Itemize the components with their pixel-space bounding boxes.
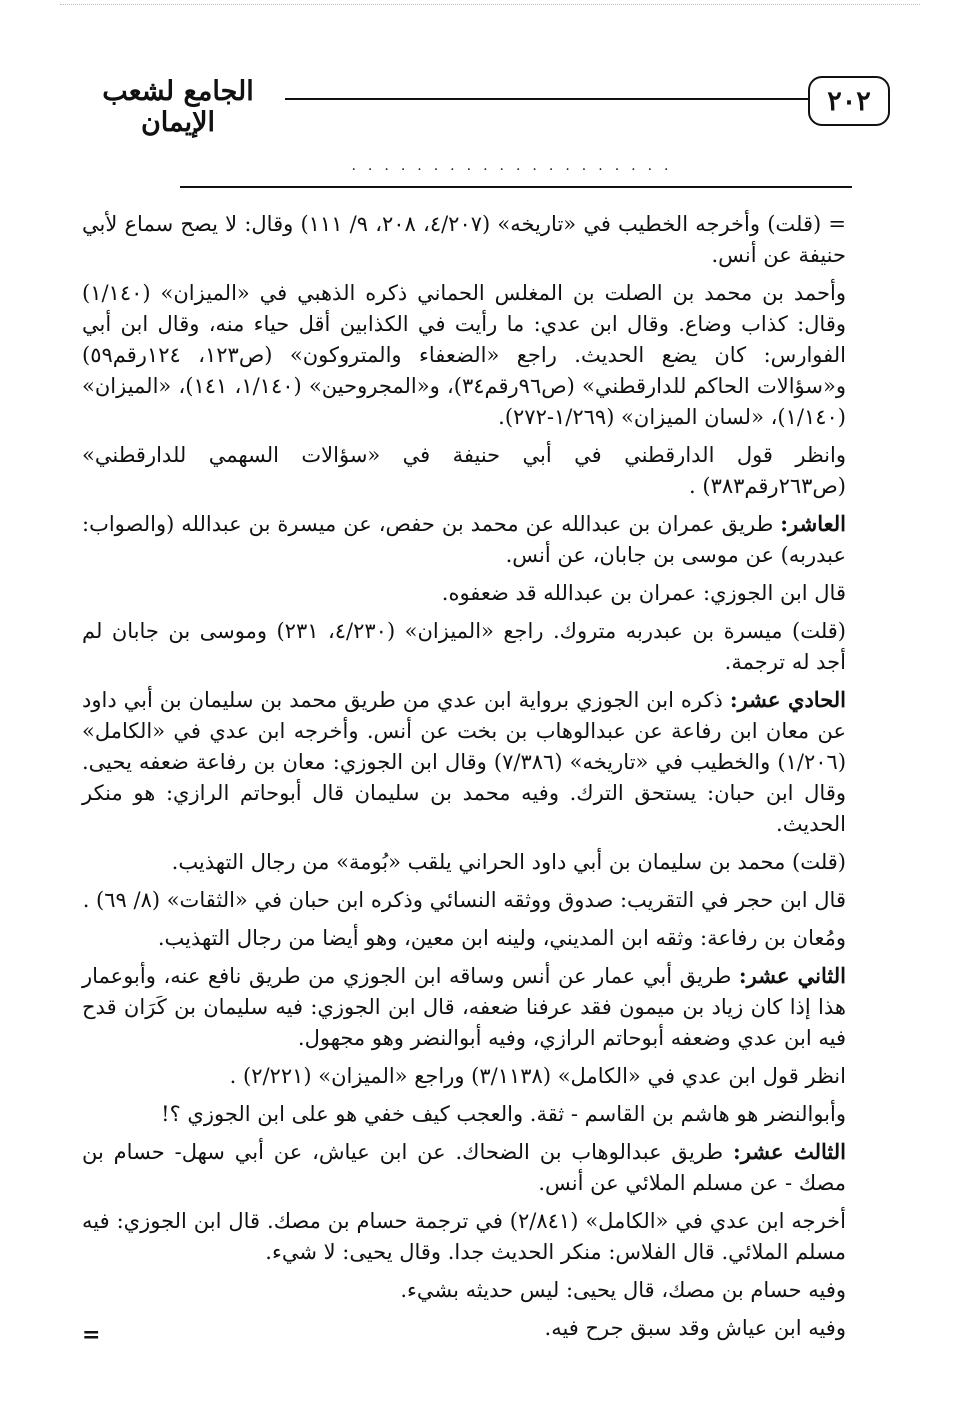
separator-dots: .................... — [351, 158, 681, 174]
paragraph — [82, 922, 846, 954]
paragraph-text: طريق عمران بن عبدالله عن محمد بن حفص، عن ميسرة بن عبدالله (والصواب: عبدربه) عن موسى بن جابان، عن أنس. — [82, 512, 846, 567]
paragraph — [82, 277, 846, 433]
paragraph-keyword: الحادي عشر: — [729, 687, 846, 712]
paragraph-text: (قلت) محمد بن سليمان بن أبي داود الحراني يلقب «بُومة» من رجال التهذيب. — [171, 850, 846, 874]
paragraph-text: = (قلت) وأخرجه الخطيب في «تاريخه» (٤/٢٠٧، ٢٠٨، ٩/ ١١١) وقال: لا يصح سماع لأبي حنيفة عن أنس. — [82, 212, 846, 267]
paragraph — [82, 684, 846, 840]
footnote-body — [82, 208, 846, 1350]
separator-line — [180, 186, 852, 188]
paragraph — [82, 439, 846, 502]
paragraph — [82, 1312, 846, 1344]
paragraph-keyword: العاشر: — [780, 511, 846, 536]
paragraph-text: أخرجه ابن عدي في «الكامل» (٢/٨٤١) في ترجمة حسام بن مصك. قال ابن الجوزي: فيه مسلم الملائي. قال الفلاس: منكر الحديث جدا. وقال يحيى: لا شيء. — [82, 1209, 846, 1264]
paragraph — [82, 615, 846, 678]
book-title: الجامع لشعب الإيمان — [102, 76, 254, 138]
paragraph — [82, 960, 846, 1054]
paragraph-text: وأحمد بن محمد بن الصلت بن المغلس الحماني ذكره الذهبي في «الميزان» (١/١٤٠) وقال: كذاب وضاع. وقال ابن عدي: ما رأيت في الكذابين أقل حياء منه، وقال ابن أبي الفوارس: كان يضع الحديث. راجع «الضعفاء والمتروكون» (ص١٢٣، ١٢٤رقم٥٩) و«سؤالات الحاكم للدارقطني» (ص٩٦رقم٣٤)، و«المجروحين» (١/١٤٠، ١٤١)، «الميزان» (١/١٤٠)، «لسان الميزان» (١/٢٦٩-٢٧٢). — [82, 281, 846, 429]
paragraph — [82, 884, 846, 916]
paragraph — [82, 1136, 846, 1199]
paragraph-text: طريق أبي عمار عن أنس وساقه ابن الجوزي من طريق نافع عنه، وأبوعمار هذا إذا كان زياد بن ميمون فقد عرفنا ضعفه، قال ابن الجوزي: فيه سليمان بن كَرَان قدح فيه ابن عدي وضعفه أبوحاتم الرازي، وفيه أبوالنضر وهو مجهول. — [82, 964, 846, 1050]
paragraph — [82, 1274, 846, 1306]
top-edge-rule — [60, 4, 920, 5]
paragraph — [82, 208, 846, 271]
paragraph-text: وانظر قول الدارقطني في أبي حنيفة في «سؤالات السهمي للدارقطني» (ص٢٦٣رقم٣٨٣) . — [82, 443, 846, 498]
page-header — [50, 62, 930, 138]
paragraph-text: وفيه حسام بن مصك، قال يحيى: ليس حديثه بشيء. — [400, 1278, 846, 1302]
paragraph — [82, 1098, 846, 1130]
paragraph-text: قال ابن حجر في التقريب: صدوق ووثقه النسائي وذكره ابن حبان في «الثقات» (٨/ ٦٩) . — [82, 888, 846, 912]
paragraph-text: (قلت) ميسرة بن عبدربه متروك. راجع «الميزان» (٤/٢٣٠، ٢٣١) وموسى بن جابان لم أجد له ترجمة. — [82, 619, 847, 674]
page-number: ٢٠٢ — [808, 76, 890, 126]
paragraph — [82, 508, 846, 571]
paragraph — [82, 577, 846, 609]
paragraph-keyword: الثالث عشر: — [732, 1139, 847, 1164]
paragraph-text: وأبوالنضر هو هاشم بن القاسم - ثقة. والعجب كيف خفي هو على ابن الجوزي ؟! — [161, 1102, 846, 1126]
paragraph — [82, 1205, 846, 1268]
paragraph-text: انظر قول ابن عدي في «الكامل» (٣/١١٣٨) وراجع «الميزان» (٢/٢٢١) . — [229, 1064, 846, 1088]
paragraph-text: ذكره ابن الجوزي برواية ابن عدي من طريق محمد بن سليمان بن أبي داود عن معان ابن رفاعة عن عبدالوهاب بن بخت عن أنس. وأخرجه ابن عدي في «الكامل» (١/٢٠٦) والخطيب في «تاريخه» (٧/٣٨٦) وقال ابن الجوزي: معان بن رفاعة ضعفه يحيى. وقال ابن حبان: يستحق الترك. وفيه محمد بن سليمان قال أبوحاتم الرازي: هو منكر الحديث. — [82, 688, 847, 836]
continuation-mark: = — [82, 1322, 101, 1348]
paragraph-text: قال ابن الجوزي: عمران بن عبدالله قد ضعفوه. — [441, 581, 846, 605]
paragraph — [82, 846, 846, 878]
paragraph-keyword: الثاني عشر: — [738, 963, 846, 988]
footnote-separator — [180, 160, 852, 194]
paragraph-text: ومُعان بن رفاعة: وثقه ابن المديني، ولينه ابن معين، وهو أيضا من رجال التهذيب. — [157, 926, 846, 950]
header-rule — [285, 98, 808, 100]
paragraph — [82, 1060, 846, 1092]
paragraph-text: طريق عبدالوهاب بن الضحاك. عن ابن عياش، عن أبي سهل- حسام بن مصك - عن مسلم الملائي عن أنس. — [82, 1140, 846, 1195]
paragraph-text: وفيه ابن عياش وقد سبق جرح فيه. — [544, 1316, 846, 1340]
